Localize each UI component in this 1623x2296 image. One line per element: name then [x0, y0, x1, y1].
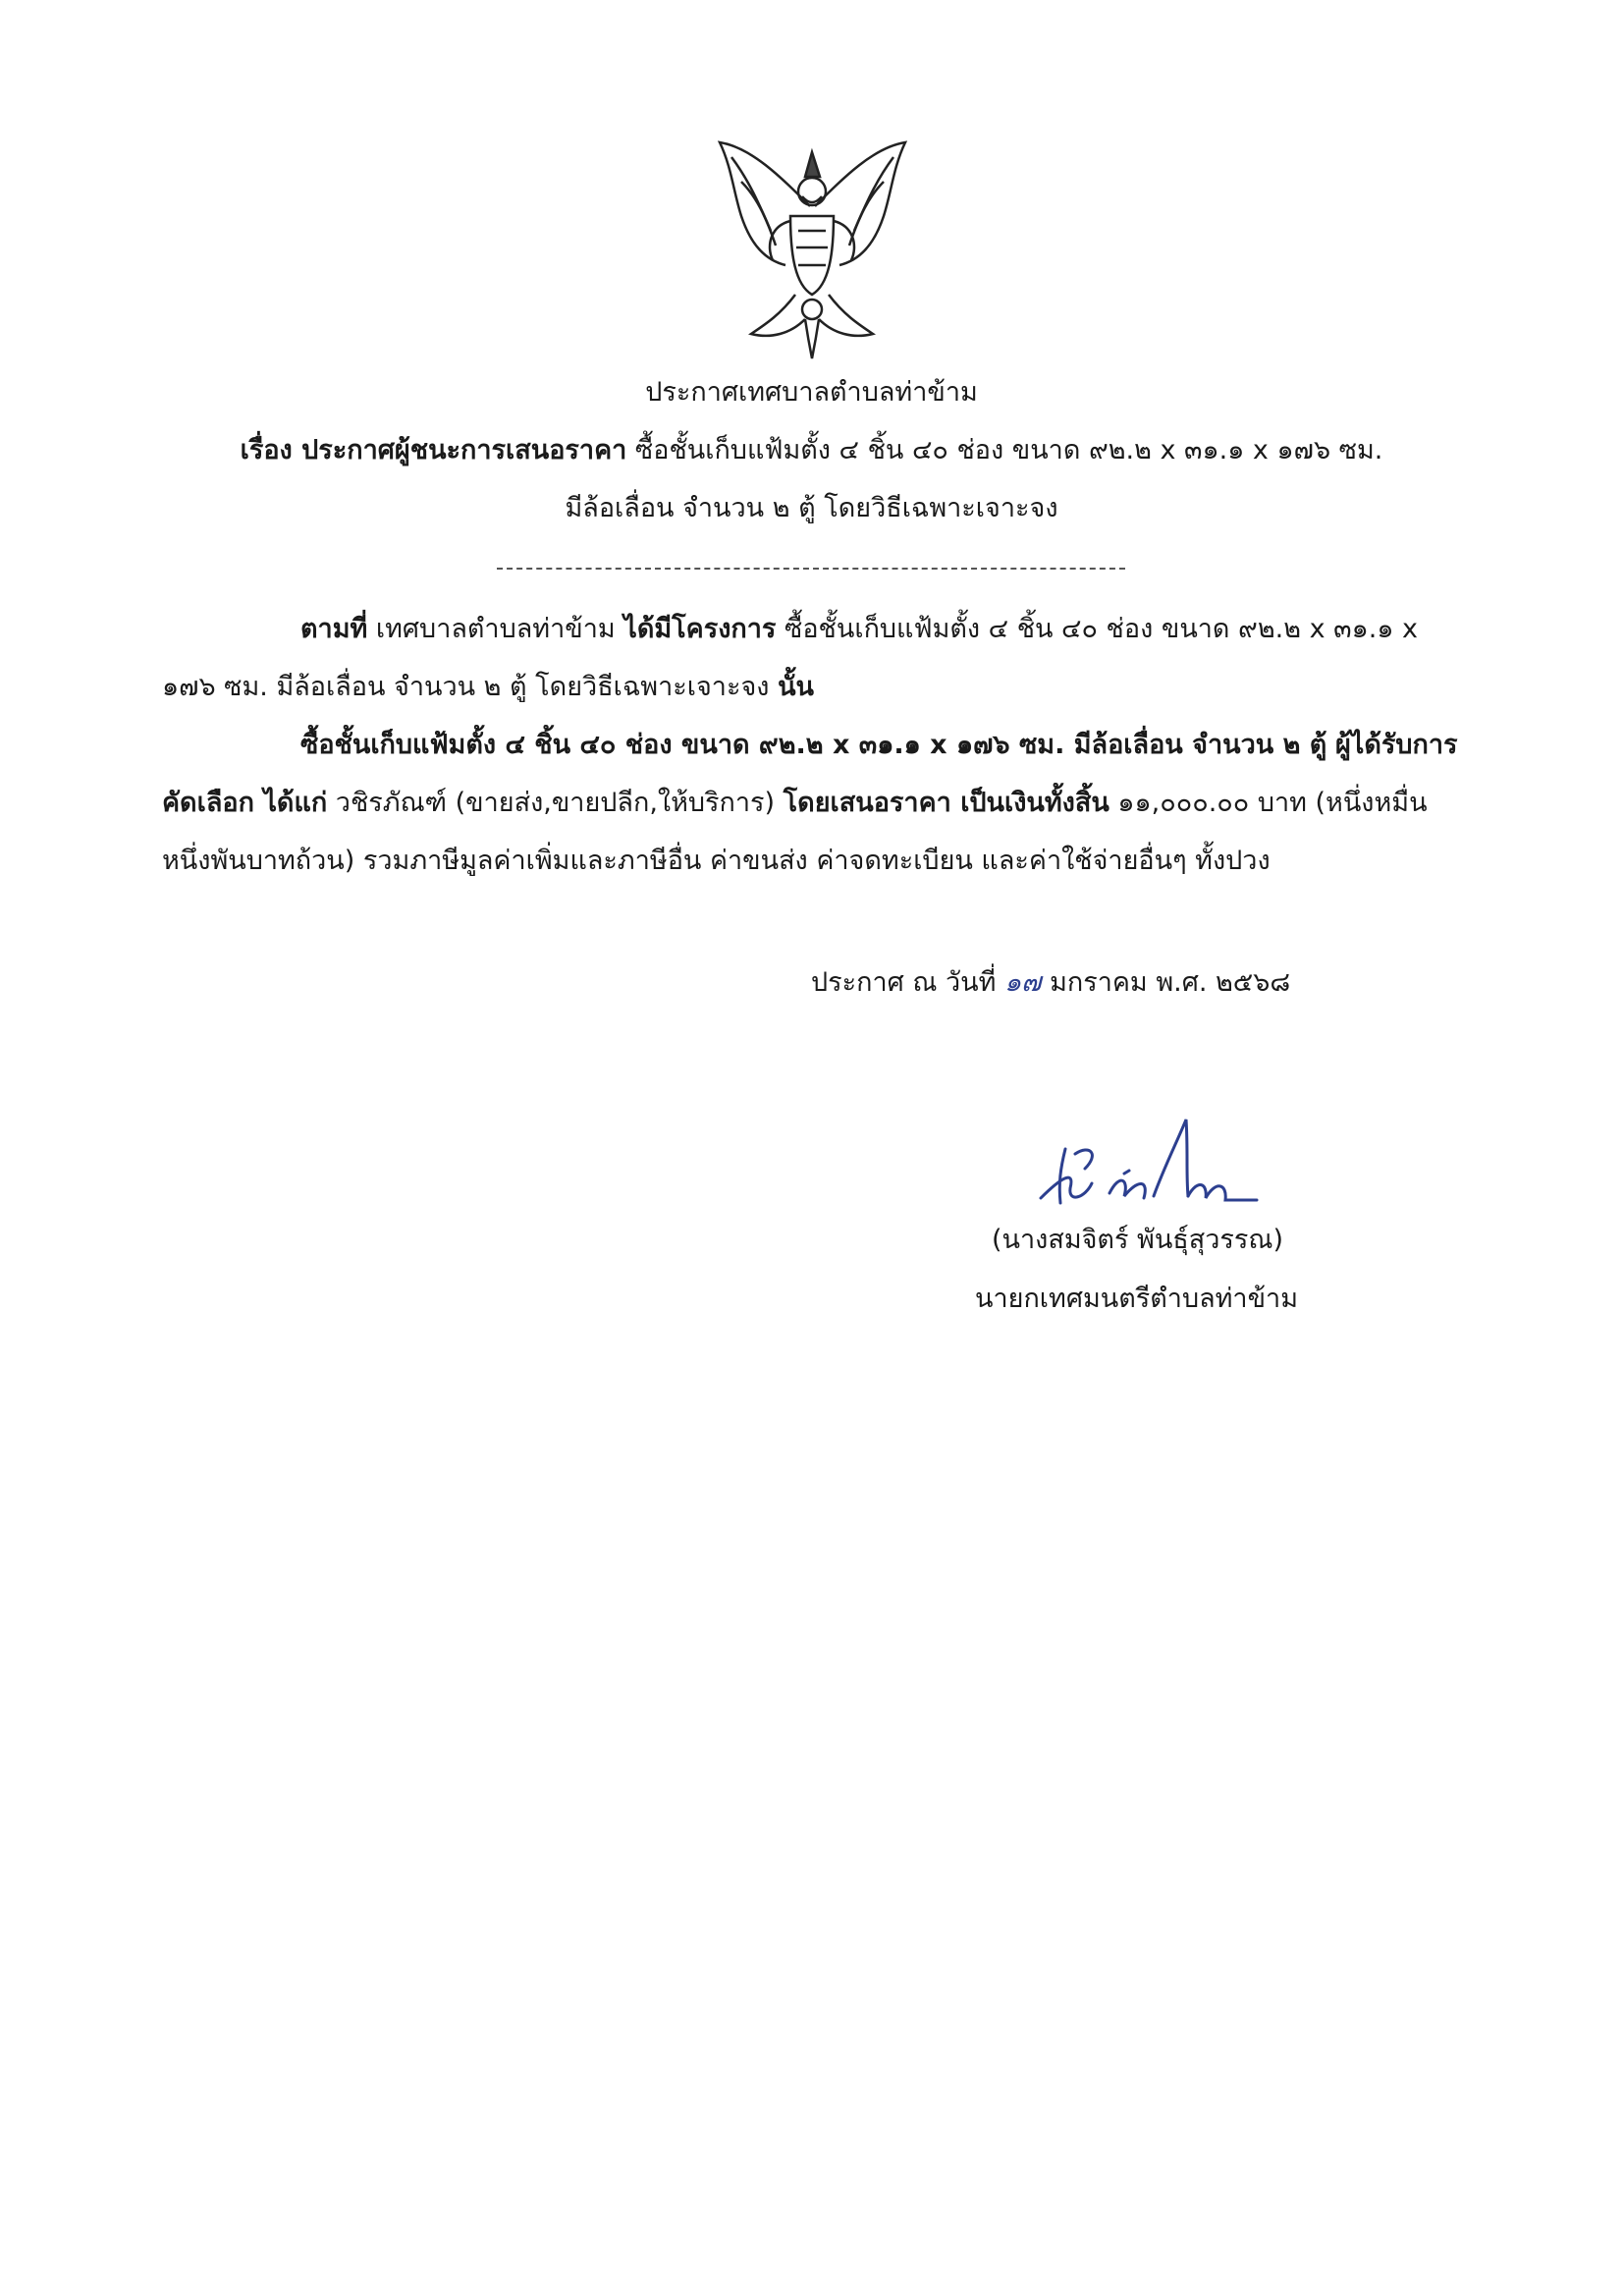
paragraph-1-line-1	[300, 612, 1418, 647]
paragraph-2-line-1	[300, 728, 1458, 763]
paragraph-2-line-2	[162, 786, 1428, 821]
garuda-emblem-icon	[712, 137, 913, 363]
p1-project: ซื้อชั้นเก็บแฟ้มตั้ง ๔ ชิ้น ๔๐ ช่อง ขนาด ๙๒.๒ x ๓๑.๑ x	[784, 614, 1419, 644]
p2-price: ๑๑,๐๐๐.๐๐ บาท (หนึ่งหมื่น	[1117, 788, 1428, 818]
announcement-agency: ประกาศเทศบาลตำบลท่าข้าม	[645, 377, 978, 408]
p2-item: ซื้อชั้นเก็บแฟ้มตั้ง ๔ ชิ้น ๔๐ ช่อง ขนาด ๙๒.๒ x ๓๑.๑ x ๑๗๖ ซม. มีล้อเลื่อน จำนวน ๒ ตู้	[300, 730, 1327, 760]
subject-label: เรื่อง ประกาศผู้ชนะการเสนอราคา	[240, 435, 627, 465]
p1-project-cont: ๑๗๖ ซม. มีล้อเลื่อน จำนวน ๒ ตู้ โดยวิธีเฉพาะเจาะจง	[162, 672, 770, 702]
announcement-date	[811, 965, 1290, 1001]
p1-label: ตามที่	[300, 614, 368, 644]
signatory-position: นายกเทศมนตรีตำบลท่าข้าม	[975, 1284, 1298, 1314]
date-rest: มกราคม พ.ศ. ๒๕๖๘	[1050, 967, 1291, 998]
paragraph-2-line-3: หนึ่งพันบาทถ้วน) รวมภาษีมูลค่าเพิ่มและภาษีอื่น ค่าขนส่ง ค่าจดทะเบียน และค่าใช้จ่ายอื่นๆ ทั้งปวง	[162, 846, 1271, 876]
p2-winner-label: ผู้ได้รับการ	[1334, 730, 1458, 760]
subject-line-2: มีล้อเลื่อน จำนวน ๒ ตู้ โดยวิธีเฉพาะเจาะจง	[565, 493, 1058, 523]
p1-project-label: ได้มีโครงการ	[623, 614, 777, 644]
divider	[497, 568, 1125, 570]
subject-text: ซื้อชั้นเก็บแฟ้มตั้ง ๔ ชิ้น ๔๐ ช่อง ขนาด ๙๒.๒ x ๓๑.๑ x ๑๗๖ ซม.	[634, 435, 1383, 465]
date-day: ๑๗	[1004, 967, 1042, 998]
p2-winner-name: วชิรภัณฑ์ (ขายส่ง,ขายปลีก,ให้บริการ)	[335, 788, 776, 818]
p2-price-label: โดยเสนอราคา เป็นเงินทั้งสิ้น	[783, 788, 1109, 818]
announcement-subject	[0, 433, 1623, 468]
p1-agency: เทศบาลตำบลท่าข้าม	[375, 614, 616, 644]
signatory-name: (นางสมจิตร์ พันธุ์สุวรรณ)	[992, 1225, 1284, 1255]
date-label: ประกาศ ณ วันที่	[811, 967, 997, 998]
signature	[1031, 1110, 1267, 1218]
p1-end: นั้น	[778, 672, 814, 702]
p2-selected-label: คัดเลือก ได้แก่	[162, 788, 328, 818]
paragraph-1-line-2	[162, 670, 814, 705]
